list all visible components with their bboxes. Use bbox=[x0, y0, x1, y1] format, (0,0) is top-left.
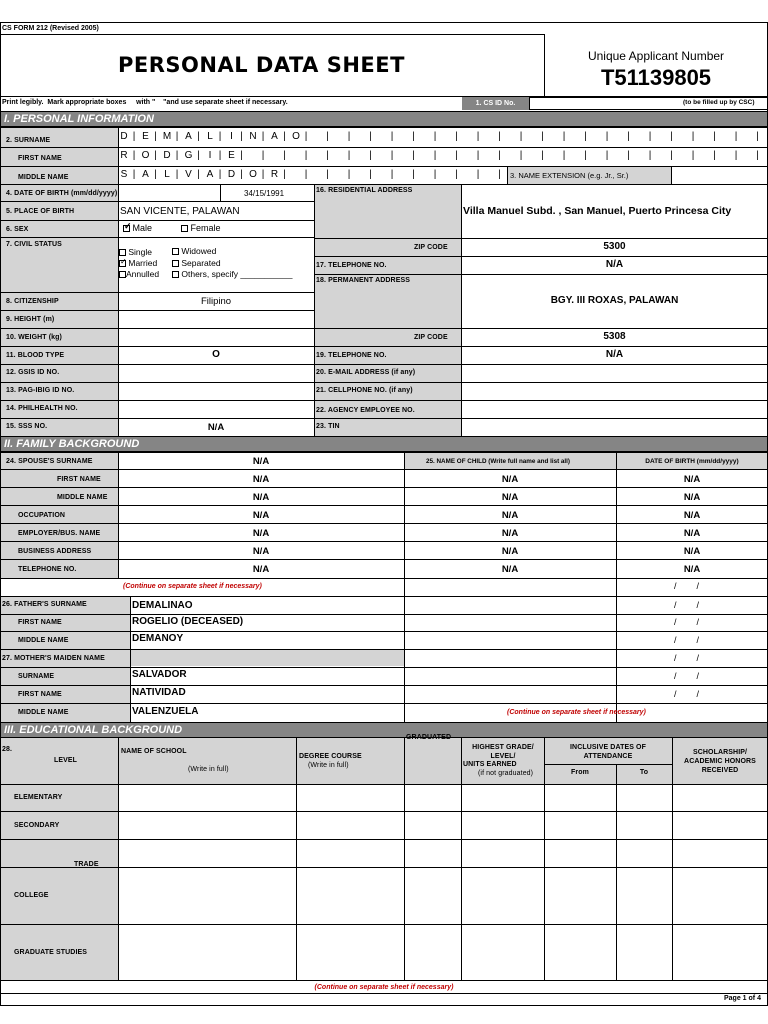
uan-label: Unique Applicant Number bbox=[587, 49, 725, 63]
female-checkbox[interactable] bbox=[181, 225, 188, 232]
mother-label-bg bbox=[130, 649, 404, 666]
char-separator: | bbox=[433, 131, 437, 142]
child-name-label: 25. NAME OF CHILD (Write full name and list all) bbox=[426, 458, 571, 465]
mother-middle-value[interactable]: VALENZUELA bbox=[132, 706, 199, 717]
family-continue-note: (Continue on separate sheet if necessary) bbox=[123, 583, 262, 590]
child-name-value[interactable]: N/A bbox=[501, 546, 519, 557]
cs-id-label: 1. CS ID No. bbox=[462, 97, 529, 110]
business-address-label: BUSINESS ADDRESS bbox=[18, 548, 92, 555]
name-char-box[interactable]: D bbox=[120, 131, 128, 142]
char-separator: | bbox=[197, 150, 200, 161]
char-separator: | bbox=[562, 150, 566, 161]
name-char-box[interactable]: R bbox=[270, 169, 279, 180]
date-slash-placeholder[interactable]: / / bbox=[674, 617, 700, 627]
child-name-value[interactable]: N/A bbox=[501, 474, 519, 485]
char-separator: | bbox=[304, 169, 308, 180]
section-personal: I. PERSONAL INFORMATION bbox=[0, 111, 768, 127]
res-zip-value[interactable]: 5300 bbox=[603, 241, 626, 252]
row-divider bbox=[0, 559, 768, 560]
section-family: II. FAMILY BACKGROUND bbox=[0, 436, 768, 452]
char-separator: | bbox=[412, 150, 415, 161]
char-separator: | bbox=[261, 131, 265, 142]
units-subheader: (if not graduated) bbox=[478, 770, 534, 777]
blood-type-value[interactable]: O bbox=[212, 349, 220, 360]
middle-name-label: MIDDLE NAME bbox=[18, 174, 69, 181]
annulled-checkbox[interactable] bbox=[119, 271, 126, 278]
char-separator: | bbox=[691, 131, 695, 142]
tin-label: 23. TIN bbox=[316, 423, 340, 430]
spouse-field-value[interactable]: N/A bbox=[252, 564, 270, 575]
from-header: From bbox=[571, 769, 589, 776]
row-divider bbox=[0, 469, 768, 470]
char-separator: | bbox=[154, 131, 157, 142]
single-label: Single bbox=[128, 247, 153, 257]
char-separator: | bbox=[713, 150, 716, 161]
res-addr-label: 16. RESIDENTIAL ADDRESS bbox=[316, 187, 413, 194]
citizenship-label: 8. CITIZENSHIP bbox=[6, 298, 59, 305]
year-graduated-label: GRADUATED bbox=[406, 734, 452, 741]
sss-label: 15. SSS NO. bbox=[6, 423, 48, 430]
instructions: Print legibly. Mark appropriate boxes with " "and use separate sheet if necessary. bbox=[2, 99, 288, 106]
char-separator: | bbox=[369, 131, 372, 142]
level-header: LEVEL bbox=[54, 757, 78, 764]
date-slash-placeholder[interactable]: / / bbox=[674, 581, 700, 591]
level-trade: TRADE bbox=[74, 861, 99, 868]
mother-surname-value[interactable]: SALVADOR bbox=[132, 669, 187, 680]
father-middle-value[interactable]: DEMANOY bbox=[132, 633, 184, 644]
blood-type-label: 11. BLOOD TYPE bbox=[6, 352, 65, 359]
pob-value[interactable]: SAN VICENTE, PALAWAN bbox=[120, 206, 240, 217]
char-separator: | bbox=[390, 169, 394, 180]
char-separator: | bbox=[154, 150, 157, 161]
child-dob-value[interactable]: N/A bbox=[683, 528, 701, 539]
char-separator: | bbox=[304, 150, 308, 161]
uan-value: T51139805 bbox=[600, 65, 712, 90]
page-title: PERSONAL DATA SHEET bbox=[118, 53, 405, 77]
char-separator: | bbox=[670, 131, 673, 142]
char-separator: | bbox=[412, 131, 415, 142]
char-separator: | bbox=[390, 131, 394, 142]
date-slash-placeholder[interactable]: / / bbox=[674, 671, 700, 681]
mother-first-label: FIRST NAME bbox=[18, 691, 62, 698]
child-name-value[interactable]: N/A bbox=[501, 510, 519, 521]
char-separator: | bbox=[541, 131, 544, 142]
child-dob-value[interactable]: N/A bbox=[683, 564, 701, 575]
name-char-box[interactable]: A bbox=[142, 169, 149, 180]
separated-checkbox[interactable] bbox=[172, 260, 179, 267]
char-separator: | bbox=[218, 150, 222, 161]
pob-label: 5. PLACE OF BIRTH bbox=[6, 208, 75, 215]
name-char-box[interactable]: O bbox=[292, 131, 300, 142]
row-divider bbox=[0, 541, 768, 542]
row-divider bbox=[0, 667, 768, 668]
tel19-label: 19. TELEPHONE NO. bbox=[316, 352, 387, 359]
char-separator: | bbox=[369, 150, 372, 161]
name-char-box[interactable]: S bbox=[120, 169, 128, 180]
email-label: 20. E-MAIL ADDRESS (if any) bbox=[316, 369, 416, 376]
row-divider bbox=[0, 703, 768, 704]
row-divider bbox=[0, 631, 768, 632]
name-char-box[interactable]: A bbox=[271, 131, 278, 142]
char-separator: | bbox=[261, 169, 265, 180]
citizenship-value[interactable]: Filipino bbox=[200, 296, 232, 307]
sex-female-option[interactable] bbox=[181, 223, 221, 233]
year-graduated-header bbox=[404, 734, 461, 744]
row-divider bbox=[0, 523, 768, 524]
char-separator: | bbox=[240, 150, 243, 161]
employer-label: EMPLOYER/BUS. NAME bbox=[18, 530, 101, 537]
family-telephone-label: TELEPHONE NO. bbox=[18, 566, 77, 573]
section-education: III. EDUCATIONAL BACKGROUND bbox=[0, 722, 768, 738]
others-label: Others, specify ___________ bbox=[181, 269, 293, 279]
spouse-field-value[interactable]: N/A bbox=[252, 546, 270, 557]
date-slash-placeholder[interactable]: / / bbox=[674, 689, 700, 699]
char-separator: | bbox=[498, 131, 501, 142]
char-separator: | bbox=[218, 169, 222, 180]
char-separator: | bbox=[584, 150, 587, 161]
char-separator: | bbox=[132, 131, 136, 142]
char-separator: | bbox=[175, 131, 179, 142]
char-separator: | bbox=[756, 150, 759, 161]
row-divider bbox=[0, 505, 768, 506]
child-dob-value[interactable]: N/A bbox=[683, 474, 701, 485]
female-label: Female bbox=[190, 223, 221, 233]
tel17-label: 17. TELEPHONE NO. bbox=[316, 262, 387, 269]
page-number: Page 1 of 4 bbox=[724, 995, 761, 1002]
char-separator: | bbox=[326, 169, 329, 180]
char-separator: | bbox=[132, 169, 136, 180]
level-trade-clip bbox=[60, 860, 110, 867]
row-divider bbox=[0, 487, 768, 488]
name-char-box[interactable]: D bbox=[227, 169, 236, 180]
char-separator: | bbox=[347, 169, 351, 180]
char-separator: | bbox=[519, 131, 523, 142]
spouse-middle-label: MIDDLE NAME bbox=[57, 494, 108, 501]
child-dob-label: DATE OF BIRTH (mm/dd/yyyy) bbox=[645, 458, 739, 465]
child-dob-value[interactable]: N/A bbox=[683, 492, 701, 503]
date-slash-placeholder[interactable]: / / bbox=[674, 600, 700, 610]
char-separator: | bbox=[132, 150, 136, 161]
char-separator: | bbox=[498, 150, 501, 161]
char-separator: | bbox=[283, 131, 286, 142]
name-char-box[interactable]: E bbox=[228, 150, 235, 161]
male-checkbox[interactable]: ✓ bbox=[124, 221, 132, 232]
name-char-box[interactable]: G bbox=[184, 150, 193, 161]
char-separator: | bbox=[713, 131, 716, 142]
row-divider bbox=[0, 578, 768, 579]
name-extension-label: 3. NAME EXTENSION (e.g. Jr., Sr.) bbox=[510, 171, 629, 180]
res-addr-value[interactable]: Villa Manuel Subd. , San Manuel, Puerto Princesa City bbox=[463, 205, 732, 217]
char-separator: | bbox=[455, 150, 458, 161]
name-char-box[interactable]: I bbox=[208, 150, 212, 161]
separated-label: Separated bbox=[181, 258, 221, 268]
father-surname-value[interactable]: DEMALINAO bbox=[132, 600, 193, 611]
dob-label: 4. DATE OF BIRTH (mm/dd/yyyy) bbox=[6, 190, 118, 197]
annulled-label: Annulled bbox=[126, 269, 160, 279]
perm-addr-label: 18. PERMANENT ADDRESS bbox=[316, 277, 411, 284]
char-separator: | bbox=[347, 131, 351, 142]
spouse-field-value[interactable]: N/A bbox=[252, 474, 270, 485]
father-first-value[interactable]: ROGELIO (DECEASED) bbox=[132, 616, 244, 627]
name-char-box[interactable]: L bbox=[207, 131, 213, 142]
cs-id-note: (to be filled up by CSC) bbox=[683, 99, 755, 106]
name-char-box[interactable]: A bbox=[185, 131, 192, 142]
civil-single-option[interactable] bbox=[119, 247, 152, 257]
male-label: Male bbox=[132, 223, 153, 233]
parents-continue-note: (Continue on separate sheet if necessary) bbox=[507, 709, 646, 716]
name-char-box[interactable]: A bbox=[206, 169, 214, 180]
units-header: UNITS EARNED bbox=[463, 761, 517, 768]
char-separator: | bbox=[433, 169, 437, 180]
char-separator: | bbox=[756, 131, 759, 142]
edu-number: 28. bbox=[2, 746, 13, 753]
char-separator: | bbox=[605, 150, 609, 161]
pagibig-label: 13. PAG-IBIG ID NO. bbox=[6, 387, 75, 394]
married-label: Married bbox=[128, 258, 158, 268]
char-separator: | bbox=[562, 131, 566, 142]
edu-continue-note: (Continue on separate sheet if necessary) bbox=[314, 984, 454, 991]
child-dob-value[interactable]: N/A bbox=[683, 546, 701, 557]
married-checkbox[interactable]: ✓ bbox=[120, 257, 127, 267]
perm-addr-value[interactable]: BGY. III ROXAS, PALAWAN bbox=[550, 295, 679, 306]
row-divider bbox=[0, 614, 768, 615]
char-separator: | bbox=[648, 150, 652, 161]
occupation-label: OCCUPATION bbox=[18, 512, 66, 519]
agency-employee-label: 22. AGENCY EMPLOYEE NO. bbox=[316, 407, 415, 414]
spouse-surname-label: 24. SPOUSE'S SURNAME bbox=[6, 458, 93, 465]
char-separator: | bbox=[412, 169, 415, 180]
char-separator: | bbox=[476, 150, 480, 161]
tel17-value[interactable]: N/A bbox=[605, 259, 624, 270]
child-name-value[interactable]: N/A bbox=[501, 492, 519, 503]
name-char-box[interactable]: E bbox=[142, 131, 149, 142]
row-divider bbox=[0, 596, 768, 597]
honors-header: SCHOLARSHIP/ ACADEMIC HONORS RECEIVED bbox=[684, 749, 756, 774]
civil-status-label: 7. CIVIL STATUS bbox=[6, 241, 62, 248]
char-separator: | bbox=[734, 150, 738, 161]
char-separator: | bbox=[648, 131, 652, 142]
spouse-field-value[interactable]: N/A bbox=[252, 456, 270, 467]
name-char-box[interactable]: I bbox=[230, 131, 233, 142]
char-separator: | bbox=[455, 131, 458, 142]
char-separator: | bbox=[498, 169, 501, 180]
first-name-label: FIRST NAME bbox=[18, 155, 62, 162]
name-char-box[interactable]: V bbox=[185, 169, 192, 180]
char-separator: | bbox=[455, 169, 458, 180]
first-name-chars[interactable] bbox=[118, 148, 768, 166]
char-separator: | bbox=[197, 169, 200, 180]
spouse-field-value[interactable]: N/A bbox=[252, 510, 270, 521]
father-first-label: FIRST NAME bbox=[18, 619, 62, 626]
char-separator: | bbox=[369, 169, 372, 180]
char-separator: | bbox=[304, 131, 308, 142]
char-separator: | bbox=[261, 150, 265, 161]
char-separator: | bbox=[390, 150, 394, 161]
name-char-box[interactable]: O bbox=[141, 150, 150, 161]
char-separator: | bbox=[627, 150, 630, 161]
char-separator: | bbox=[218, 131, 222, 142]
height-label: 9. HEIGHT (m) bbox=[6, 316, 55, 323]
child-name-value[interactable]: N/A bbox=[501, 528, 519, 539]
char-separator: | bbox=[283, 150, 286, 161]
spouse-field-value[interactable]: N/A bbox=[252, 492, 270, 503]
char-separator: | bbox=[283, 169, 286, 180]
spouse-first-label: FIRST NAME bbox=[57, 476, 101, 483]
level-elementary: ELEMENTARY bbox=[14, 794, 63, 801]
tel19-value[interactable]: N/A bbox=[605, 349, 624, 360]
civil-others-option[interactable] bbox=[172, 269, 292, 279]
name-char-box[interactable]: N bbox=[249, 131, 257, 142]
dob-value[interactable]: 34/15/1991 bbox=[244, 189, 285, 198]
mother-surname-label: SURNAME bbox=[18, 673, 55, 680]
name-char-box[interactable]: D bbox=[163, 150, 171, 161]
char-separator: | bbox=[154, 169, 157, 180]
char-separator: | bbox=[584, 131, 587, 142]
char-separator: | bbox=[627, 131, 630, 142]
char-separator: | bbox=[476, 169, 480, 180]
name-char-box[interactable]: L bbox=[164, 169, 170, 180]
char-separator: | bbox=[433, 150, 437, 161]
label-column-bg-right bbox=[314, 184, 461, 436]
name-char-box[interactable]: R bbox=[120, 150, 128, 161]
char-separator: | bbox=[691, 150, 695, 161]
sex-male-option[interactable] bbox=[123, 223, 152, 233]
char-separator: | bbox=[326, 131, 329, 142]
perm-zip-label: ZIP CODE bbox=[414, 334, 448, 341]
widowed-label: Widowed bbox=[181, 246, 217, 256]
dates-header: INCLUSIVE DATES OF ATTENDANCE bbox=[570, 744, 646, 760]
grade-header: HIGHEST GRADE/ LEVEL/ bbox=[472, 744, 534, 760]
sex-label: 6. SEX bbox=[6, 226, 29, 233]
child-dob-value[interactable]: N/A bbox=[683, 510, 701, 521]
char-separator: | bbox=[175, 169, 179, 180]
spouse-field-value[interactable]: N/A bbox=[252, 528, 270, 539]
father-surname-label: 26. FATHER'S SURNAME bbox=[2, 601, 87, 608]
civil-widowed-option[interactable] bbox=[172, 246, 216, 256]
school-header: NAME OF SCHOOL bbox=[121, 748, 187, 755]
surname-chars[interactable] bbox=[118, 129, 768, 147]
date-slash-placeholder[interactable]: / / bbox=[674, 653, 700, 663]
middle-name-chars[interactable] bbox=[118, 167, 508, 185]
row-divider bbox=[0, 649, 768, 650]
char-separator: | bbox=[541, 150, 544, 161]
father-middle-label: MIDDLE NAME bbox=[18, 637, 69, 644]
school-subheader: (Write in full) bbox=[188, 766, 229, 773]
char-separator: | bbox=[175, 150, 179, 161]
philhealth-label: 14. PHILHEALTH NO. bbox=[6, 405, 78, 412]
char-separator: | bbox=[326, 150, 329, 161]
level-secondary: SECONDARY bbox=[14, 822, 60, 829]
single-checkbox[interactable] bbox=[119, 249, 126, 256]
civil-separated-option[interactable] bbox=[172, 258, 221, 268]
degree-header: DEGREE COURSE bbox=[299, 753, 362, 760]
to-header: To bbox=[639, 769, 649, 776]
char-separator: | bbox=[240, 131, 243, 142]
row-divider bbox=[0, 685, 768, 686]
char-separator: | bbox=[476, 131, 480, 142]
row-divider bbox=[0, 452, 768, 453]
mother-maiden-label: 27. MOTHER'S MAIDEN NAME bbox=[2, 655, 105, 662]
char-separator: | bbox=[197, 131, 200, 142]
civil-annulled-option[interactable] bbox=[119, 269, 159, 279]
surname-label: 2. SURNAME bbox=[6, 137, 51, 144]
name-char-box[interactable]: O bbox=[249, 169, 257, 180]
sss-value[interactable]: N/A bbox=[207, 422, 225, 433]
char-separator: | bbox=[519, 150, 523, 161]
gsis-label: 12. GSIS ID NO. bbox=[6, 369, 60, 376]
char-separator: | bbox=[240, 169, 243, 180]
char-separator: | bbox=[605, 131, 609, 142]
level-college: COLLEGE bbox=[14, 892, 49, 899]
weight-label: 10. WEIGHT (kg) bbox=[6, 334, 62, 341]
others-checkbox[interactable] bbox=[172, 271, 179, 278]
char-separator: | bbox=[347, 150, 351, 161]
level-graduate: GRADUATE STUDIES bbox=[14, 949, 88, 956]
perm-zip-value[interactable]: 5308 bbox=[603, 331, 626, 342]
name-char-box[interactable]: M bbox=[162, 131, 172, 142]
widowed-checkbox[interactable] bbox=[172, 248, 179, 255]
mother-first-value[interactable]: NATIVIDAD bbox=[132, 687, 186, 698]
form-code: CS FORM 212 (Revised 2005) bbox=[2, 25, 99, 32]
civil-married-option[interactable] bbox=[119, 258, 157, 268]
mother-middle-label: MIDDLE NAME bbox=[18, 709, 69, 716]
degree-subheader: (Write in full) bbox=[308, 762, 349, 769]
char-separator: | bbox=[734, 131, 738, 142]
char-separator: | bbox=[670, 150, 673, 161]
date-slash-placeholder[interactable]: / / bbox=[674, 635, 700, 645]
cellphone-label: 21. CELLPHONE NO. (if any) bbox=[316, 387, 413, 394]
child-name-value[interactable]: N/A bbox=[501, 564, 519, 575]
res-zip-label: ZIP CODE bbox=[414, 244, 448, 251]
